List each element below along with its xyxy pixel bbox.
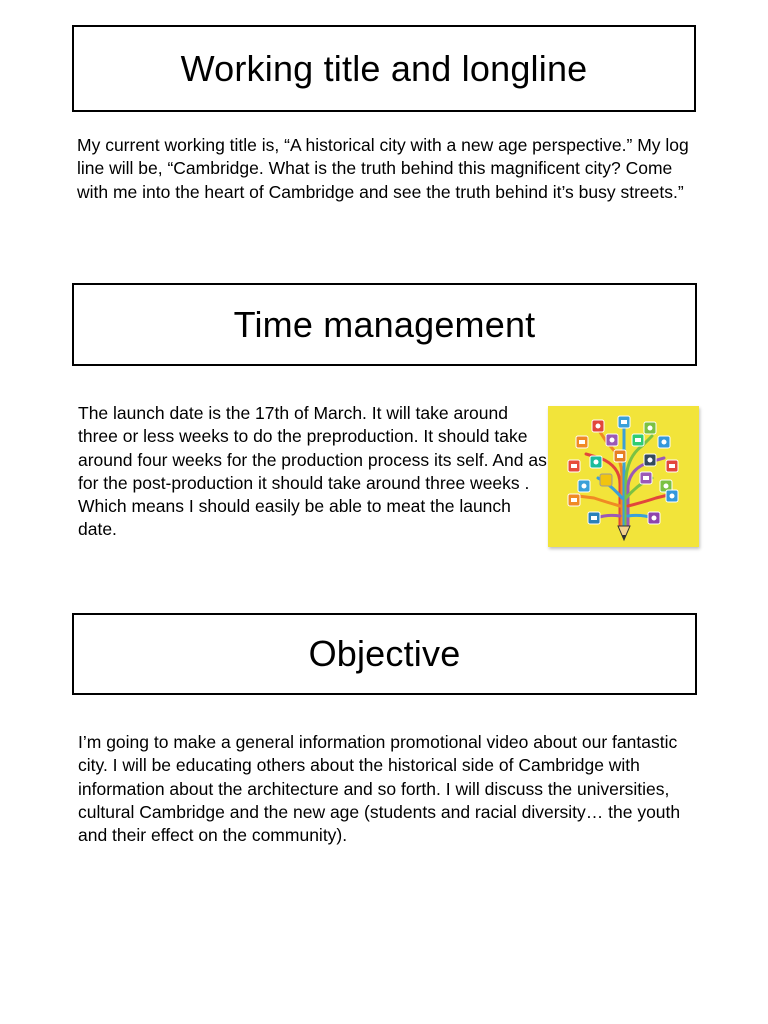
working-title-paragraph: My current working title is, “A historical city with a new age perspective.” My log line will be, “Cambridge. What is the truth behind this magnificent city? Come with me into the heart of Cambridge and see the truth behind it’s busy streets.” xyxy=(77,135,689,202)
section-heading-box-time-management xyxy=(72,283,697,366)
objective-paragraph: I’m going to make a general information promotional video about our fantastic city. I will be educating others about the historical side of Cambridge with information about the architecture and so forth. I will discuss the universities, cultural Cambridge and the new age (students and racial diversity… the youth and their effect on the community). xyxy=(78,732,681,846)
section-heading-working-title: Working title and longline xyxy=(180,47,588,89)
section-heading-time-management: Time management xyxy=(233,303,536,345)
section-heading-box-working-title xyxy=(72,25,696,112)
time-management-paragraph: The launch date is the 17th of March. It will take around three or less weeks to do the preproduction. It should take around four weeks for the production process its self. And as for the post-production it should take around three weeks . Which means I should easily be able to meat the launch date. xyxy=(78,403,547,540)
section-heading-objective: Objective xyxy=(308,633,461,674)
pencil-tree-illustration xyxy=(548,406,699,547)
pencil-tree-icon xyxy=(548,406,699,547)
section-heading-box-objective xyxy=(72,613,697,695)
